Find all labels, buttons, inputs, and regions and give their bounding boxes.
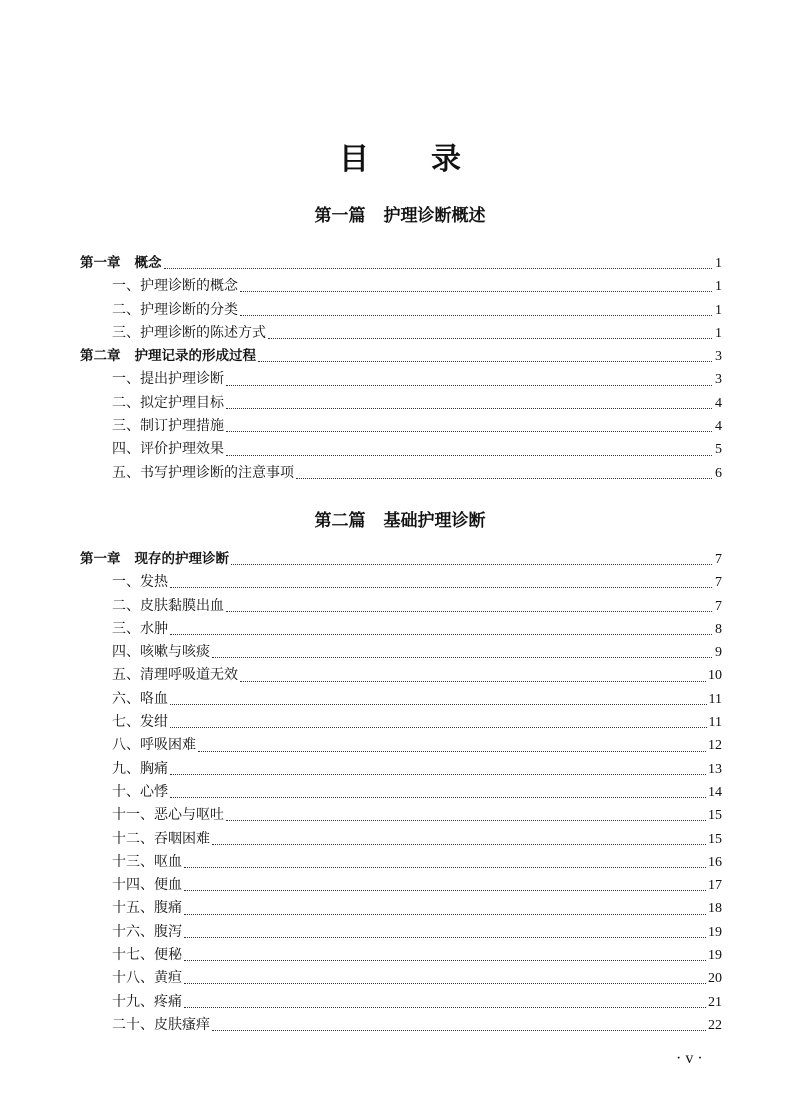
entry-page-number: 15 bbox=[708, 831, 722, 847]
dot-leader bbox=[212, 844, 706, 845]
entry-title: 现存的护理诊断 bbox=[134, 551, 229, 567]
dot-leader bbox=[170, 727, 707, 728]
toc-list-part-1 bbox=[80, 252, 722, 485]
entry-title: 四、评价护理效果 bbox=[112, 441, 224, 458]
dot-leader bbox=[240, 681, 706, 682]
toc-section-entry[interactable] bbox=[80, 438, 722, 461]
entry-page-number: 11 bbox=[708, 691, 722, 707]
entry-title: 五、书写护理诊断的注意事项 bbox=[112, 464, 294, 481]
part-title: 护理诊断概述 bbox=[383, 206, 486, 226]
toc-section-entry[interactable] bbox=[80, 1014, 722, 1037]
dot-leader bbox=[184, 960, 706, 961]
entry-page-number: 5 bbox=[715, 442, 722, 458]
toc-section-entry[interactable] bbox=[80, 874, 722, 897]
dot-leader bbox=[226, 611, 712, 612]
dot-leader bbox=[164, 268, 713, 269]
entry-title: 二十、皮肤瘙痒 bbox=[112, 1016, 210, 1033]
dot-leader bbox=[240, 291, 712, 292]
entry-title: 十一、恶心与呕吐 bbox=[112, 807, 224, 824]
entry-page-number: 7 bbox=[715, 552, 722, 567]
entry-page-number: 4 bbox=[715, 395, 722, 411]
entry-title: 三、制订护理措施 bbox=[112, 418, 224, 435]
entry-title: 四、咳嗽与咳痰 bbox=[112, 644, 210, 661]
toc-section-entry[interactable] bbox=[80, 828, 722, 851]
part-label: 第一篇 bbox=[314, 206, 366, 226]
entry-title: 三、水肿 bbox=[112, 620, 168, 637]
part-heading-2 bbox=[0, 510, 800, 532]
entry-page-number: 18 bbox=[708, 901, 722, 917]
dot-leader bbox=[226, 408, 712, 409]
entry-title: 十二、吞咽困难 bbox=[112, 830, 210, 847]
entry-page-number: 3 bbox=[715, 349, 722, 365]
dot-leader bbox=[226, 820, 706, 821]
dot-leader bbox=[170, 587, 712, 588]
entry-title: 七、发绀 bbox=[112, 714, 168, 731]
toc-section-entry[interactable] bbox=[80, 804, 722, 827]
toc-section-entry[interactable] bbox=[80, 758, 722, 781]
entry-page-number: 6 bbox=[715, 465, 722, 481]
toc-section-entry[interactable] bbox=[80, 392, 722, 415]
entry-title: 八、呼吸困难 bbox=[112, 737, 196, 754]
entry-page-number: 17 bbox=[708, 878, 722, 894]
entry-title: 六、咯血 bbox=[112, 690, 168, 707]
entry-title: 十、心悸 bbox=[112, 783, 168, 800]
entry-title: 五、清理呼吸道无效 bbox=[112, 667, 238, 684]
dot-leader bbox=[184, 867, 706, 868]
entry-title: 三、护理诊断的陈述方式 bbox=[112, 324, 266, 341]
entry-page-number: 22 bbox=[708, 1017, 722, 1033]
entry-page-number: 19 bbox=[708, 948, 722, 964]
page-title-char-1: 目 bbox=[339, 142, 431, 177]
entry-page-number: 1 bbox=[715, 302, 722, 318]
entry-title: 二、护理诊断的分类 bbox=[112, 301, 238, 318]
toc-section-entry[interactable] bbox=[80, 991, 722, 1014]
part-heading-1 bbox=[0, 205, 800, 227]
entry-title: 护理记录的形成过程 bbox=[134, 348, 256, 365]
dot-leader bbox=[212, 657, 712, 658]
dot-leader bbox=[296, 478, 712, 479]
entry-title: 十六、腹泻 bbox=[112, 923, 182, 940]
entry-title: 二、拟定护理目标 bbox=[112, 394, 224, 411]
entry-page-number: 10 bbox=[708, 668, 722, 684]
entry-title: 一、发热 bbox=[112, 574, 168, 591]
toc-section-entry[interactable] bbox=[80, 734, 722, 757]
part-title: 基础护理诊断 bbox=[383, 511, 486, 531]
toc-section-entry[interactable] bbox=[80, 688, 722, 711]
toc-chapter-entry[interactable] bbox=[80, 345, 722, 368]
toc-section-entry[interactable] bbox=[80, 275, 722, 298]
entry-page-number: 20 bbox=[708, 971, 722, 987]
toc-chapter-entry[interactable] bbox=[80, 252, 722, 275]
dot-leader bbox=[170, 797, 706, 798]
dot-leader bbox=[170, 774, 706, 775]
dot-leader bbox=[212, 1030, 706, 1031]
entry-title: 二、皮肤黏膜出血 bbox=[112, 597, 224, 614]
toc-section-entry[interactable] bbox=[80, 299, 722, 322]
chapter-number: 第一章 bbox=[80, 551, 121, 567]
entry-page-number: 13 bbox=[708, 761, 722, 777]
dot-leader bbox=[258, 361, 712, 362]
toc-section-entry[interactable] bbox=[80, 641, 722, 664]
toc-section-entry[interactable] bbox=[80, 322, 722, 345]
entry-page-number: 7 bbox=[715, 598, 722, 614]
entry-page-number: 16 bbox=[708, 854, 722, 870]
entry-page-number: 4 bbox=[715, 419, 722, 435]
entry-title: 十九、疼痛 bbox=[112, 993, 182, 1010]
page-title-char-2: 录 bbox=[431, 142, 523, 177]
dot-leader bbox=[170, 704, 707, 705]
chapter-number: 第二章 bbox=[80, 348, 121, 365]
entry-title: 九、胸痛 bbox=[112, 760, 168, 777]
toc-section-entry[interactable] bbox=[80, 571, 722, 594]
entry-page-number: 21 bbox=[708, 994, 722, 1010]
toc-section-entry[interactable] bbox=[80, 851, 722, 874]
dot-leader bbox=[231, 564, 712, 565]
toc-section-entry[interactable] bbox=[80, 967, 722, 990]
entry-page-number: 1 bbox=[715, 325, 722, 341]
entry-title: 一、护理诊断的概念 bbox=[112, 278, 238, 295]
toc-section-entry[interactable] bbox=[80, 595, 722, 618]
toc-section-entry[interactable] bbox=[80, 897, 722, 920]
toc-section-entry[interactable] bbox=[80, 415, 722, 438]
dot-leader bbox=[268, 338, 712, 339]
toc-section-entry[interactable] bbox=[80, 944, 722, 967]
entry-page-number: 8 bbox=[715, 621, 722, 637]
entry-title: 十三、呕血 bbox=[112, 853, 182, 870]
entry-title: 十七、便秘 bbox=[112, 947, 182, 964]
toc-section-entry[interactable] bbox=[80, 711, 722, 734]
dot-leader bbox=[226, 431, 712, 432]
dot-leader bbox=[184, 914, 706, 915]
dot-leader bbox=[184, 890, 706, 891]
toc-list-part-2 bbox=[80, 548, 722, 1037]
part-label: 第二篇 bbox=[314, 511, 366, 531]
entry-page-number: 9 bbox=[715, 645, 722, 661]
entry-page-number: 11 bbox=[708, 715, 722, 731]
chapter-number: 第一章 bbox=[80, 255, 121, 271]
toc-chapter-entry[interactable] bbox=[80, 548, 722, 571]
entry-page-number: 1 bbox=[715, 256, 722, 271]
entry-page-number: 15 bbox=[708, 808, 722, 824]
toc-section-entry[interactable] bbox=[80, 781, 722, 804]
toc-section-entry[interactable] bbox=[80, 921, 722, 944]
dot-leader bbox=[184, 983, 706, 984]
dot-leader bbox=[198, 751, 706, 752]
entry-page-number: 12 bbox=[708, 738, 722, 754]
dot-leader bbox=[240, 315, 712, 316]
entry-title: 概念 bbox=[134, 255, 162, 271]
page-number-folio: · v · bbox=[676, 1050, 703, 1067]
entry-title: 十五、腹痛 bbox=[112, 900, 182, 917]
dot-leader bbox=[170, 634, 712, 635]
dot-leader bbox=[226, 455, 712, 456]
entry-page-number: 7 bbox=[715, 575, 722, 591]
entry-title: 十八、黄疸 bbox=[112, 970, 182, 987]
toc-section-entry[interactable] bbox=[80, 462, 722, 485]
toc-section-entry[interactable] bbox=[80, 618, 722, 641]
entry-page-number: 3 bbox=[715, 372, 722, 388]
entry-page-number: 19 bbox=[708, 924, 722, 940]
entry-page-number: 1 bbox=[715, 279, 722, 295]
entry-page-number: 14 bbox=[708, 784, 722, 800]
page-title bbox=[0, 142, 800, 178]
toc-section-entry[interactable] bbox=[80, 368, 722, 391]
entry-title: 一、提出护理诊断 bbox=[112, 371, 224, 388]
dot-leader bbox=[226, 385, 712, 386]
dot-leader bbox=[184, 1007, 706, 1008]
entry-title: 十四、便血 bbox=[112, 877, 182, 894]
toc-section-entry[interactable] bbox=[80, 664, 722, 687]
dot-leader bbox=[184, 937, 706, 938]
